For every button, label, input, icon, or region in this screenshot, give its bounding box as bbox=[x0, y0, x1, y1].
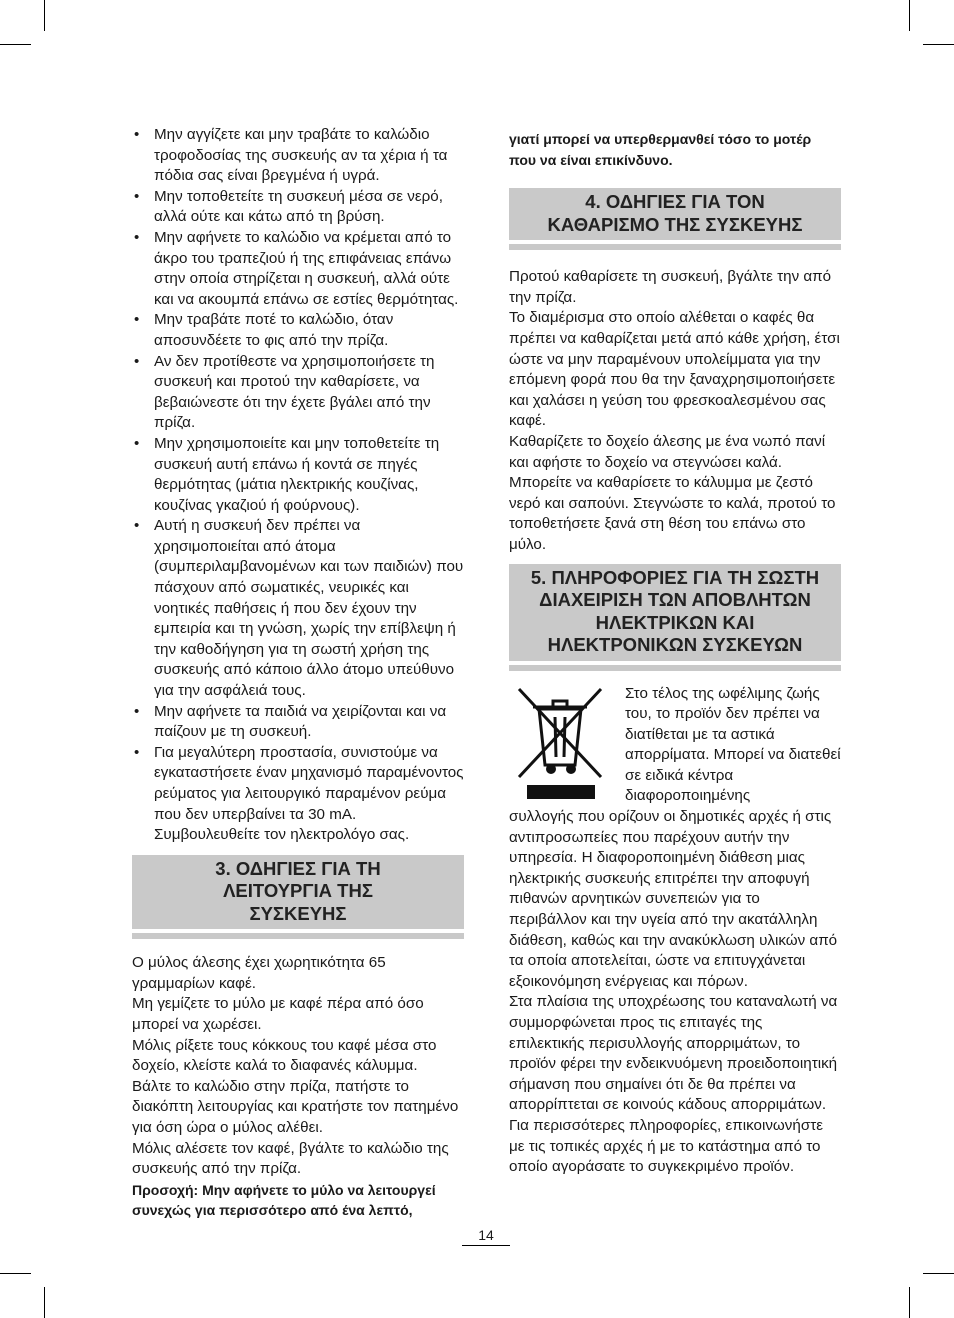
crop-mark bbox=[0, 1273, 31, 1274]
section-divider bbox=[509, 244, 841, 250]
section-5-body bbox=[509, 683, 841, 1178]
paragraph: Βάλτε το καλώδιο στην πρίζα, πατήστε το διακόπτη λειτουργίας και κρατήστε τον πατημένο για όση ώρα ο μύλος αλέθει. bbox=[132, 1077, 459, 1137]
crop-mark bbox=[0, 44, 31, 45]
paragraph: Για περισσότερες πληροφορίες, επικοινωνήστε με τις τοπικές αρχές ή με το κατάστημα από το οποίο αγοράσατε το συγκεκριμένο προϊόν. bbox=[509, 1116, 823, 1176]
bullet-item: • Μην τραβάτε ποτέ το καλώδιο, όταν αποσυνδέετε το φις από την πρίζα. bbox=[132, 310, 464, 351]
section-5-heading: 5. ΠΛΗΡΟΦΟΡΙΕΣ ΓΙΑ ΤΗ ΣΩΣΤΗ ΔΙΑΧΕΙΡΙΣΗ ΤΩΝ ΑΠΟΒΛΗΤΩΝ ΗΛΕΚΤΡΙΚΩΝ ΚΑΙ ΗΛΕΚΤΡΟΝΙΚΩΝ ΣΥΣΚΕΥΩΝ bbox=[509, 564, 841, 661]
weee-block bbox=[509, 683, 841, 808]
paragraph: Προτού καθαρίσετε τη συσκευή, βγάλτε την από την πρίζα. bbox=[509, 268, 832, 306]
page-number: 14 bbox=[462, 1227, 510, 1246]
bullet-item: • Μην τοποθετείτε τη συσκευή μέσα σε νερό, αλλά ούτε και κάτω από τη βρύση. bbox=[132, 187, 464, 228]
paragraph: Στα πλαίσια της υποχρέωσης του καταναλωτή να συμμορφώνεται προς τις επιταγές της επιλεκτικής περισυλλογής απορριμάτων, το προϊόν φέρει την ενδεικνυόμενη προειδοποιητική σήμανση που σημαίνει ότι δε θα πρέπει να απορρίπτεται σε κοινούς κάδους απορριμάτων. bbox=[509, 993, 838, 1114]
bullet-item: • Αυτή η συσκευή δεν πρέπει να χρησιμοποιείται από άτομα (συμπεριλαμβανομένων και των παιδιών) που πάσχουν από σωματικές, νευρικές και νοητικές παθήσεις ή που δεν έχουν την εμπειρία και τη γνώση, χωρίς την επίβλεψη ή την καθοδήγηση για τη σωστή χρήση της συσκευής από κάποιο άλλο άτομο υπεύθυνο για την ασφάλειά τους. bbox=[132, 516, 464, 701]
paragraph: Καθαρίζετε το δοχείο άλεσης με ένα νωπό πανί και αφήστε το δοχείο να στεγνώσει καλά. Μπορείτε να καθαρίσετε το κάλυμμα με ζεστό νερό και σαπούνι. Στεγνώστε το καλά, προτού το τοποθετήσετε ξανά στη θέση του επάνω στο μύλο. bbox=[509, 432, 836, 553]
weee-intro: Στο τέλος της ωφέλιμης ζωής του, το προϊόν δεν πρέπει να διατίθεται με τα αστικά απορρίματα. Μπορεί να διατεθεί σε ειδικά κέντρα διαφοροποιημένης bbox=[625, 684, 841, 805]
crop-mark bbox=[909, 1287, 910, 1318]
crop-mark bbox=[909, 0, 910, 31]
section-3-heading: 3. ΟΔΗΓΙΕΣ ΓΙΑ ΤΗ ΛΕΙΤΟΥΡΓΙΑ ΤΗΣ ΣΥΣΚΕΥΗΣ bbox=[132, 855, 464, 930]
section-divider bbox=[509, 665, 841, 671]
safety-bullet-list bbox=[132, 125, 464, 846]
paragraph: Μόλις αλέσετε τον καφέ, βγάλτε το καλώδιο της συσκευής από την πρίζα. bbox=[132, 1139, 449, 1178]
caution-text: Προσοχή: Μην αφήνετε το μύλο να λειτουργεί συνεχώς για περισσότερο από ένα λεπτό, bbox=[132, 1181, 436, 1219]
paragraph: συλλογής που ορίζουν οι δημοτικές αρχές ή στις αντιπροσωπείες που παρέχουν αυτήν την υπηρεσία. Η διαφοροποιημένη διάθεση μιας ηλεκτρικής συσκευής επιτρέπει την αποφυγή πιθανών αρνητικών συνεπειών για το περιβάλλον και την υγεία από την ακατάλληλη διάθεση, καθώς και την ανακύκλωση υλικών από τα οποία αποτελείται, ώστε να επιτυγχάνεται εξοικονόμηση ενέργειας και πόρων. bbox=[509, 808, 838, 990]
section-5 bbox=[509, 564, 841, 1178]
caution-continued: γιατί μπορεί να υπερθερμανθεί τόσο το μοτέρ που να είναι επικίνδυνο. bbox=[509, 131, 812, 168]
paragraph: Μόλις ρίξετε τους κόκκους του καφέ μέσα στο δοχείο, κλείστε καλά το διαφανές κάλυμμα. bbox=[132, 1036, 437, 1075]
bullet-item: • Μην χρησιμοποιείτε και μην τοποθετείτε τη συσκευή αυτή επάνω ή κοντά σε πηγές θερμότητας (μάτια ηλεκτρικής κουζίνας, κουζίνας γκαζιού ή φούρνους). bbox=[132, 434, 464, 516]
bullet-item: • Για μεγαλύτερη προστασία, συνιστούμε να εγκαταστήσετε έναν μηχανισμό παραμένοντος ρεύματος για λειτουργικό παραμένον ρεύμα που δεν υπερβαίνει τα 30 mA. Συμβουλευθείτε τον ηλεκτρολόγο σας. bbox=[132, 743, 464, 846]
bullet-item: • Μην αφήνετε τα παιδιά να χειρίζονται και να παίζουν με τη συσκευή. bbox=[132, 702, 464, 743]
left-column bbox=[132, 125, 464, 1221]
crop-mark bbox=[44, 1287, 45, 1318]
section-divider bbox=[132, 933, 464, 939]
paragraph: Ο μύλος άλεσης έχει χωρητικότητα 65 γραμμαρίων καφέ. bbox=[132, 954, 386, 992]
section-4-body bbox=[509, 267, 841, 555]
section-3-body bbox=[132, 953, 464, 1221]
paragraph: Το διαμέρισμα στο οποίο αλέθεται ο καφές θα πρέπει να καθαρίζεται μετά από κάθε χρήση, έτσι ώστε να μην παραμένουν υπολείμματα για την επόμενη φορά που θα την ξαναχρησιμοποιήσετε και χαλάσει η γεύση του φρεσκοαλεσμένου σας καφέ. bbox=[509, 309, 840, 430]
section-3 bbox=[132, 855, 464, 1221]
crop-mark bbox=[923, 1273, 954, 1274]
section-4-heading: 4. ΟΔΗΓΙΕΣ ΓΙΑ ΤΟΝ ΚΑΘΑΡΙΣΜΟ ΤΗΣ ΣΥΣΚΕΥΗΣ bbox=[509, 188, 841, 240]
paragraph: Μη γεμίζετε το μύλο με καφέ πέρα από όσο μπορεί να χωρέσει. bbox=[132, 995, 424, 1034]
bullet-item: • Αν δεν προτίθεστε να χρησιμοποιήσετε τη συσκευή και προτού την καθαρίσετε, να βεβαιώνεστε ότι την έχετε βγάλει από την πρίζα. bbox=[132, 352, 464, 434]
bullet-item: • Μην αφήνετε το καλώδιο να κρέμεται από το άκρο του τραπεζιού ή της επιφάνειας επάνω στην οποία στηρίζεται η συσκευή, αλλά ούτε και να ακουμπά επάνω σε εστίες θερμότητας. bbox=[132, 228, 464, 310]
section-4 bbox=[509, 188, 841, 555]
right-column bbox=[509, 125, 841, 1178]
crop-mark bbox=[44, 0, 45, 31]
bullet-item: • Μην αγγίζετε και μην τραβάτε το καλώδιο τροφοδοσίας της συσκευής αν τα χέρια ή τα πόδια σας είναι βρεγμένα ή υγρά. bbox=[132, 125, 464, 187]
crossed-out-wheelie-bin-icon bbox=[515, 685, 611, 803]
crop-mark bbox=[923, 44, 954, 45]
